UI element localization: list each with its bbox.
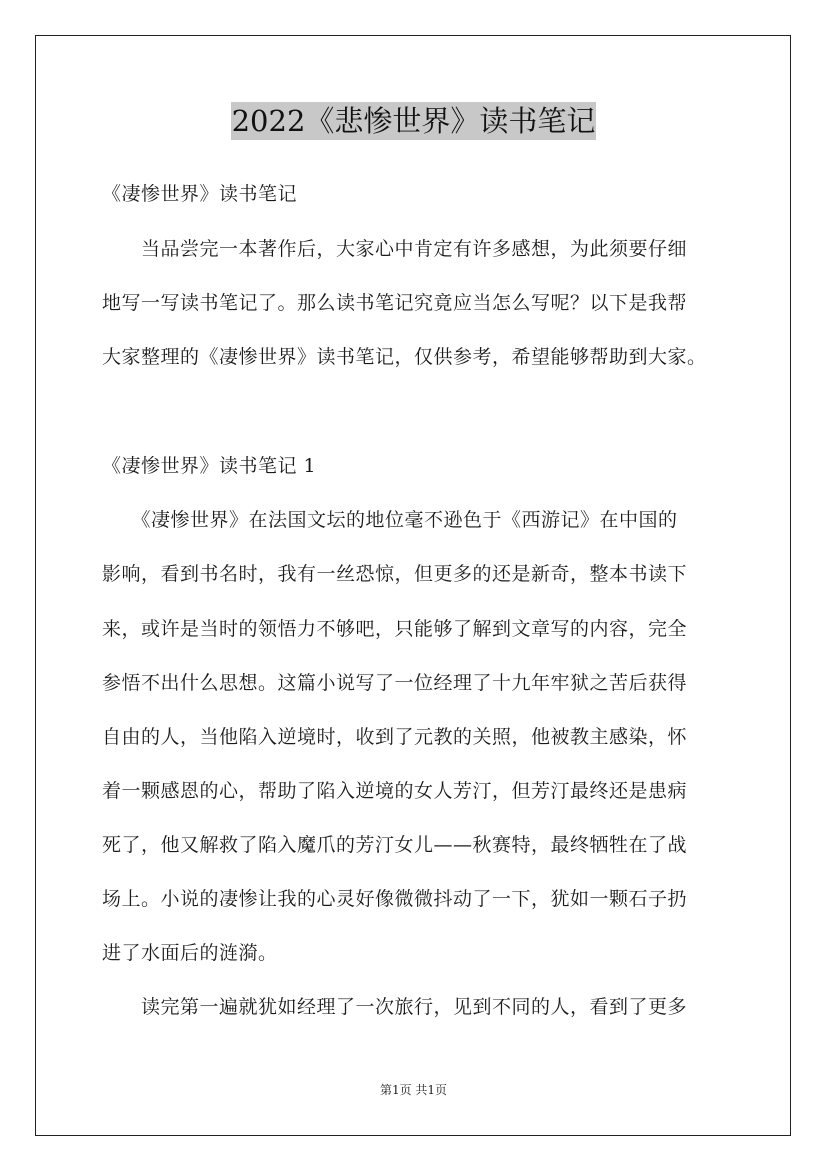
text-line: 参悟不出什么思想。这篇小说写了一位经理了十九年牢狱之苦后获得 [102, 672, 688, 694]
text-line: 自由的人，当他陷入逆境时，收到了元教的关照，他被教主感染，怀 [102, 726, 688, 748]
text-line: 进了水面后的涟漪。 [102, 942, 278, 964]
text-line: 读完第一遍就犹如经理了一次旅行，见到不同的人，看到了更多 [102, 996, 688, 1018]
text-line: 来，或许是当时的领悟力不够吧，只能够了解到文章写的内容，完全 [102, 618, 688, 640]
text-line: 死了，他又解救了陷入魔爪的芳汀女儿——秋赛特，最终牺牲在了战 [102, 834, 688, 856]
text-line: 影响，看到书名时，我有一丝恐惊，但更多的还是新奇，整本书读下 [102, 563, 688, 585]
text-line: 当品尝完一本著作后，大家心中肯定有许多感想，为此须要仔细 [102, 238, 688, 260]
page-footer: 第1页 共1页 [379, 1083, 448, 1097]
document-title: 2022《悲惨世界》读书笔记 [231, 104, 596, 138]
text-line: 《凄惨世界》读书笔记 [102, 183, 298, 205]
text-line: 《凄惨世界》在法国文坛的地位毫不逊色于《西游记》在中国的 [102, 509, 678, 531]
text-line: 场上。小说的凄惨让我的心灵好像微微抖动了一下，犹如一颗石子扔 [102, 888, 688, 910]
text-line: 大家整理的《凄惨世界》读书笔记，仅供参考，希望能够帮助到大家。 [102, 346, 707, 368]
text-line: 地写一写读书笔记了。那么读书笔记究竟应当怎么写呢？以下是我帮 [102, 292, 688, 314]
text-line: 着一颗感恩的心，帮助了陷入逆境的女人芳汀，但芳汀最终还是患病 [102, 780, 688, 802]
text-line: 《凄惨世界》读书笔记 1 [102, 455, 317, 477]
title-wrap [0, 102, 827, 140]
